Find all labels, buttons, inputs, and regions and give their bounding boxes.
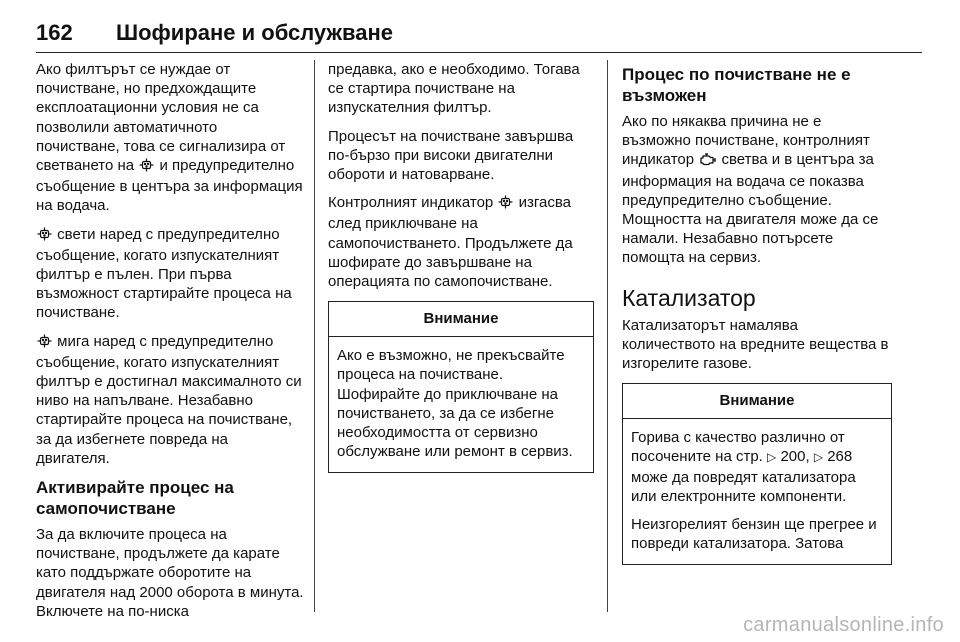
- paragraph: [631, 428, 883, 506]
- warning-box: [622, 383, 892, 565]
- text: и предупредително съобщение в центъра за информация на водача.: [36, 157, 303, 215]
- text: Контролният индикатор: [328, 194, 494, 212]
- paragraph: предавка, ако е необходимо. Тогава се стартира почистване на изпускателния филтър.: [328, 61, 580, 117]
- column-middle: [328, 60, 594, 473]
- section-heading: Активирайте процес на самопочистване: [36, 478, 234, 519]
- paragraph: [36, 60, 304, 216]
- text: може да повредят катализатора или електронните компоненти.: [631, 468, 856, 505]
- paragraph: За да включите процеса на почистване, продължете да карате като поддържате оборотите на двигателя над 2000 оборота в минута. Включете на по-ниска: [36, 526, 304, 620]
- text: Ако по някаква причина не е възможно почистване, контролният индикатор: [622, 113, 870, 169]
- warning-title: Внимание: [623, 384, 891, 419]
- paragraph: Катализаторът намалява количеството на вредните вещества в изгорелите газове.: [622, 316, 889, 373]
- check-engine-icon: [699, 152, 716, 171]
- section-heading: Процес по почистване не е възможен: [622, 65, 851, 105]
- paragraph: Неизгорелият бензин ще прегрее и повреди катализатора. Затова: [631, 516, 877, 553]
- arrow-right-icon: ▷: [813, 450, 824, 465]
- page-number: 162: [36, 20, 73, 45]
- text: Ако филтърът се нуждае от почистване, но предхождащите експлоатационни условия не са позволили автоматичното почистване, това се сигнализира от светването на: [36, 61, 286, 175]
- column-divider: [607, 60, 608, 612]
- text: Горива с качество различно от посочените на стр.: [631, 429, 845, 466]
- particulate-filter-icon: [37, 334, 52, 353]
- page-reference[interactable]: 268: [827, 448, 853, 466]
- column-right: [622, 60, 892, 565]
- warning-body: [623, 419, 891, 564]
- paragraph: [622, 112, 892, 268]
- arrow-right-icon: ▷: [767, 450, 777, 465]
- text: светва и в центъра за информация на водача се показва предупредително съобщение. Мощността на двигателя може да се намали. Незабавно потърсете помощта на сервиз.: [622, 151, 879, 267]
- text: мига наред с предупредително съобщение, когато изпускателният филтър е достигнал максималното си ниво на напълване. Незабавно стартирайте процеса на почистване, за да избегнете повреда на двигателя.: [36, 332, 302, 467]
- warning-box: [328, 301, 594, 473]
- paragraph: [328, 193, 594, 291]
- section-title: Катализатор: [622, 284, 756, 311]
- warning-title: Внимание: [329, 302, 593, 337]
- text: свети наред с предупредително съобщение, когато изпускателният филтър е пълен. При първа възможност стартирайте процеса на почистване.: [36, 225, 292, 322]
- warning-body: [329, 337, 593, 472]
- paragraph: [36, 332, 304, 468]
- page-header: [36, 18, 922, 53]
- paragraph: [36, 225, 304, 323]
- particulate-filter-icon: [37, 227, 52, 246]
- watermark: carmanualsonline.info: [743, 614, 944, 636]
- particulate-filter-icon: [139, 158, 154, 177]
- page-reference[interactable]: 200,: [780, 448, 810, 466]
- paragraph: Процесът на почистване завършва по-бързо при високи двигателни обороти и натоварване.: [328, 127, 574, 184]
- particulate-filter-icon: [498, 195, 513, 214]
- column-divider: [314, 60, 315, 612]
- column-left: [36, 60, 304, 630]
- chapter-title: Шофиране и обслужване: [116, 20, 394, 45]
- paragraph: Ако е възможно, не прекъсвайте процеса на почистване. Шофирайте до приключване на почистването, за да се избегне необходимостта от сервизно обслужване или ремонт в сервиз.: [337, 347, 573, 461]
- text: изгасва след приключване на самопочистването. Продължете да шофирате до завършване на операцията по самопочистване.: [328, 194, 573, 291]
